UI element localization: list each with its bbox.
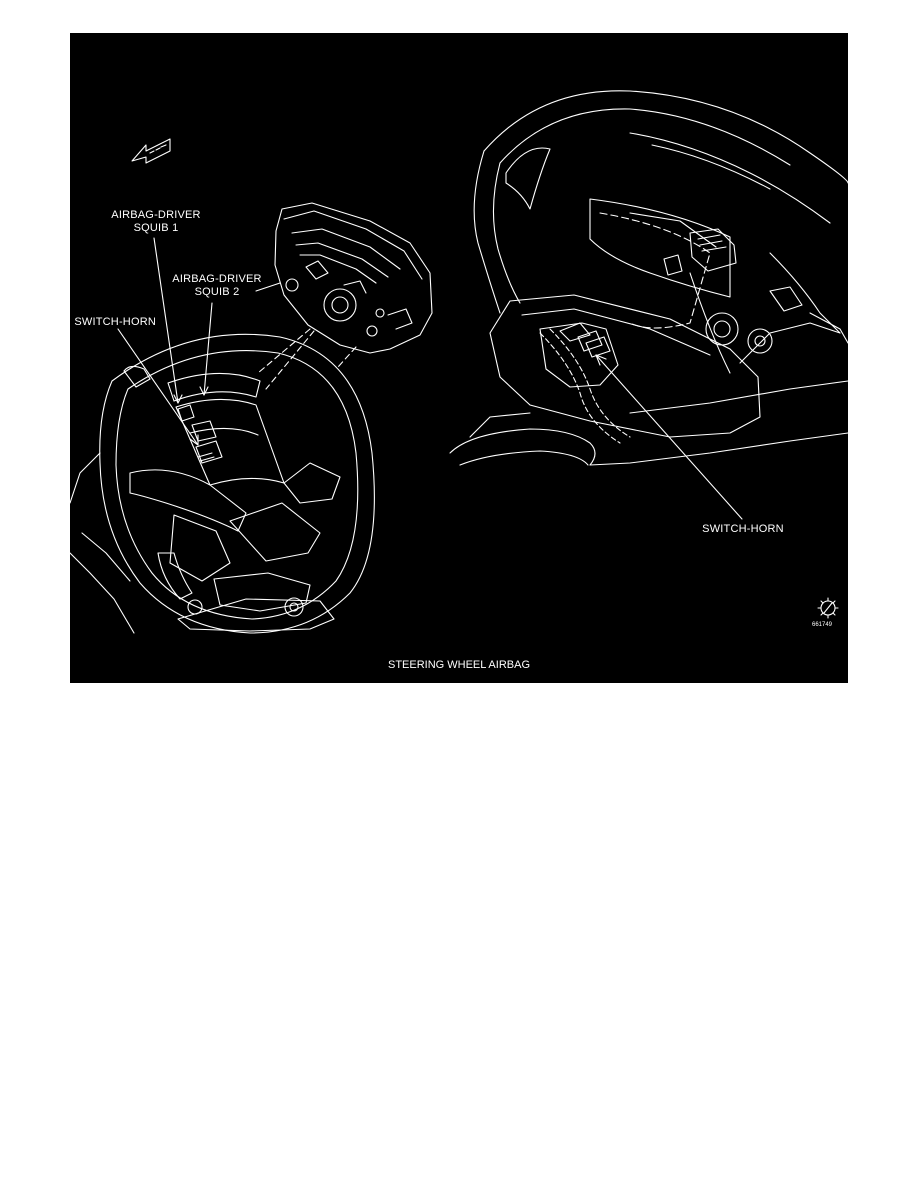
airbag-squib1-label: AIRBAG-DRIVER SQUIB 1 xyxy=(111,209,201,234)
fwd-arrow-icon xyxy=(132,139,170,163)
diagram-figure xyxy=(70,33,848,683)
switch-horn-right-label: SWITCH-HORN xyxy=(702,523,784,535)
airbag-module xyxy=(275,203,432,353)
diagram-drawing xyxy=(70,33,848,683)
airbag-squib2-label: AIRBAG-DRIVER SQUIB 2 xyxy=(172,273,262,298)
right-steering-wheel xyxy=(450,91,848,465)
gear-logo-icon xyxy=(818,598,838,618)
left-steering-wheel xyxy=(70,334,374,633)
figure-code: 661749 xyxy=(812,622,833,628)
figure-caption: STEERING WHEEL AIRBAG xyxy=(387,659,530,671)
switch-horn-left-label: SWITCH-HORN xyxy=(74,316,156,328)
